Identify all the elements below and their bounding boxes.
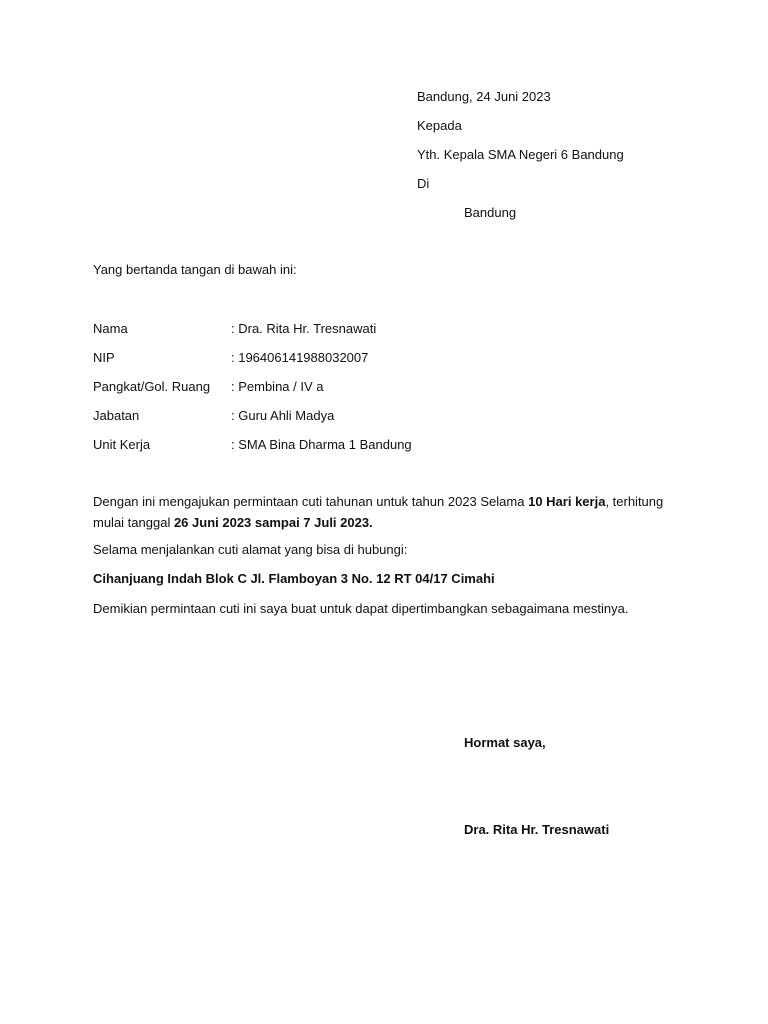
identity-label-pangkat: Pangkat/Gol. Ruang: [93, 379, 211, 394]
addressee-kepada: Kepada: [417, 118, 462, 133]
closing-paragraph: Demikian permintaan cuti ini saya buat untuk dapat dipertimbangkan sebagaimana mestinya.: [93, 601, 629, 616]
identity-label-unit-kerja: Unit Kerja: [93, 437, 151, 452]
signoff-name: Dra. Rita Hr. Tresnawati: [464, 822, 610, 837]
letter-date: Bandung, 24 Juni 2023: [417, 89, 551, 104]
signoff-greeting: Hormat saya,: [464, 735, 546, 750]
request-paragraph: [93, 491, 673, 533]
address-intro: Selama menjalankan cuti alamat yang bisa di hubungi:: [93, 542, 408, 557]
identity-label-nama: Nama: [93, 321, 128, 336]
intro-text: Yang bertanda tangan di bawah ini:: [93, 262, 297, 277]
addressee-city: Bandung: [464, 205, 517, 220]
identity-value-unit-kerja: : SMA Bina Dharma 1 Bandung: [231, 437, 412, 452]
contact-address: Cihanjuang Indah Blok C Jl. Flamboyan 3 No. 12 RT 04/17 Cimahi: [93, 571, 495, 586]
addressee-di: Di: [417, 176, 430, 191]
identity-label-jabatan: Jabatan: [93, 408, 140, 423]
addressee-recipient: Yth. Kepala SMA Negeri 6 Bandung: [417, 147, 624, 162]
request-dates: 26 Juni 2023 sampai 7 Juli 2023.: [173, 515, 373, 530]
request-text-2: , terhitung mulai tanggal: [93, 494, 664, 530]
identity-value-jabatan: : Guru Ahli Madya: [231, 408, 335, 423]
request-text-1: Dengan ini mengajukan permintaan cuti tahunan untuk tahun 2023 Selama: [93, 494, 529, 509]
identity-label-nip: NIP: [93, 350, 115, 365]
identity-value-pangkat: : Pembina / IV a: [231, 379, 324, 394]
identity-value-nama: : Dra. Rita Hr. Tresnawati: [231, 321, 377, 336]
identity-value-nip: : 196406141988032007: [231, 350, 369, 365]
request-duration: 10 Hari kerja: [528, 494, 606, 509]
